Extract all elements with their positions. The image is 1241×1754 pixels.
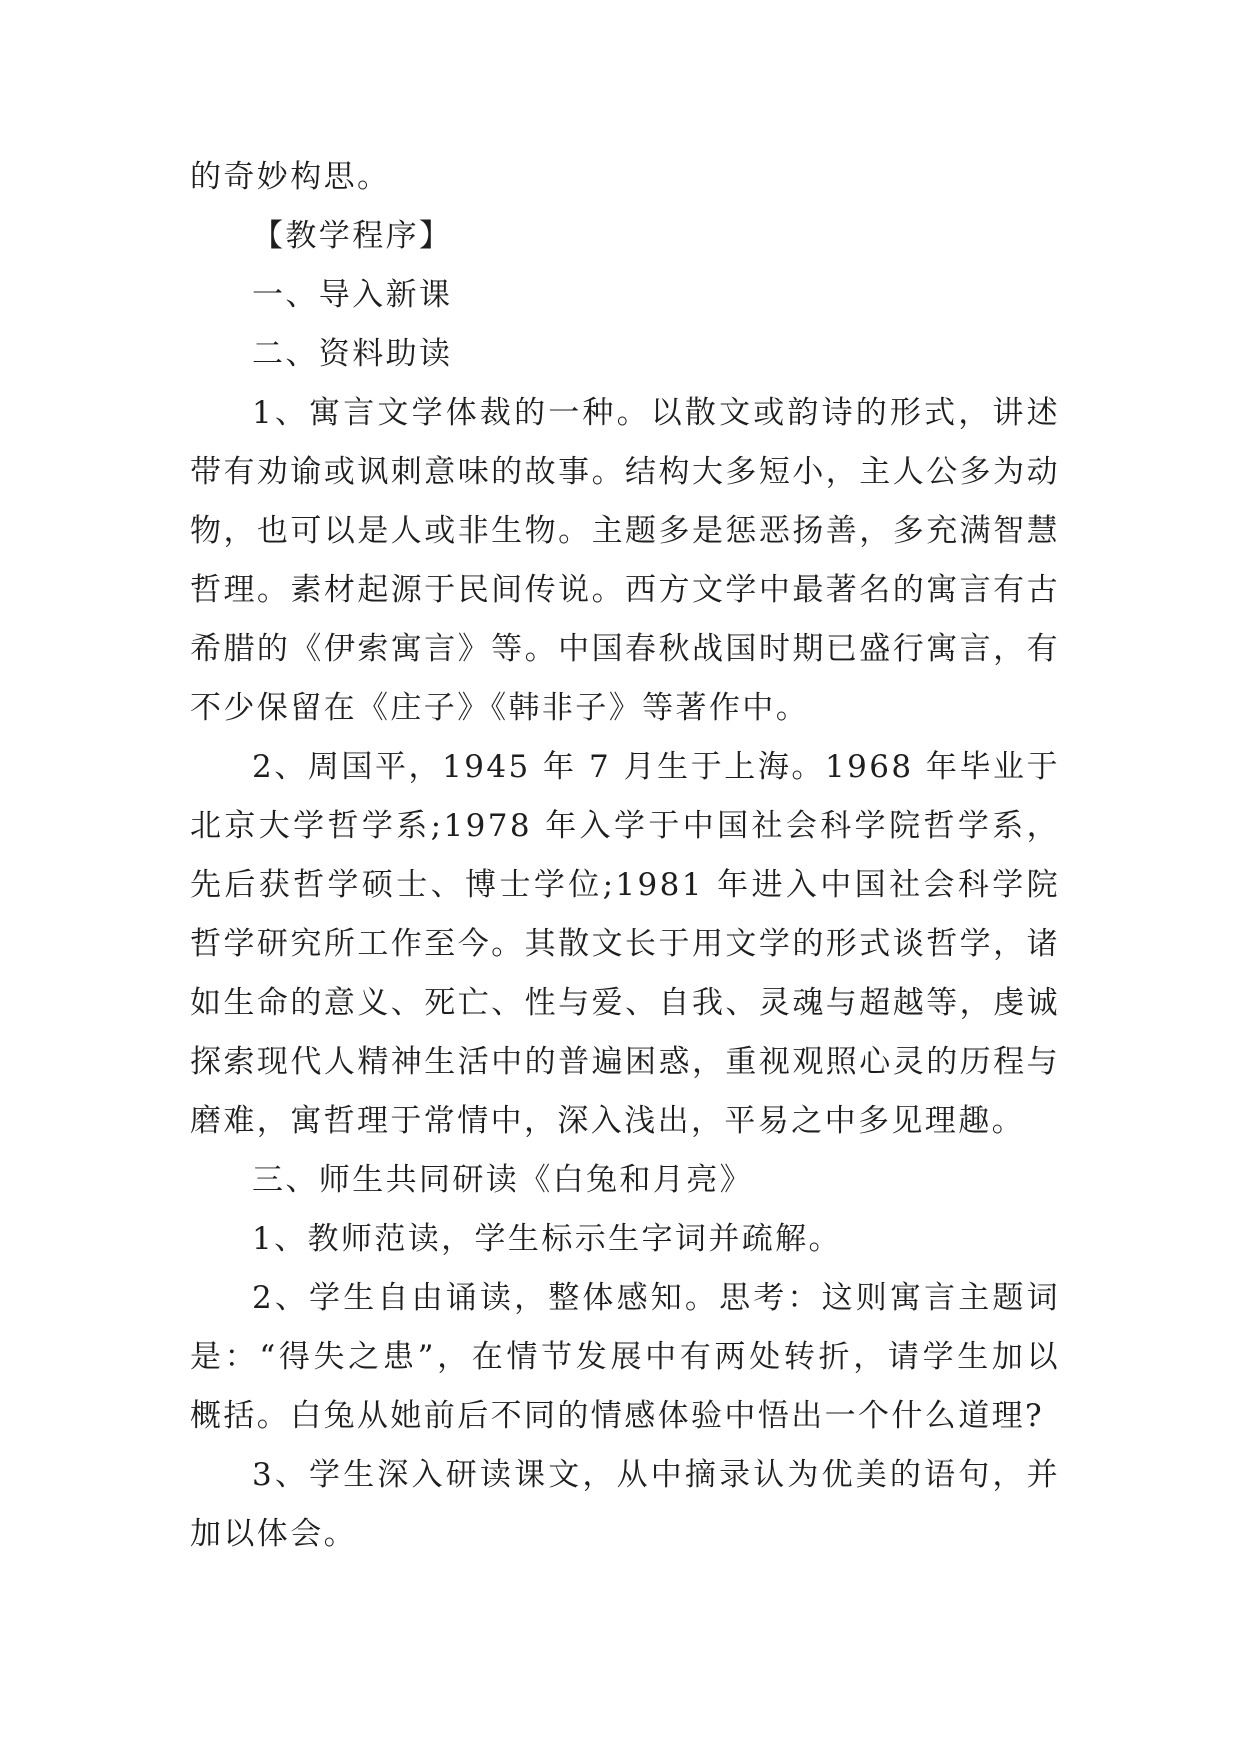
paragraph: 3、学生深入研读课文，从中摘录认为优美的语句，并加以体会。	[190, 1457, 1060, 1552]
section-heading: 【教学程序】	[252, 218, 453, 254]
paragraph: 2、周国平，1945 年 7 月生于上海。1968 年毕业于北京大学哲学系;1978 年入学于中国社会科学院哲学系，先后获哲学硕士、博士学位;1981 年进入中国社会科学院哲学研究所工作至今。其散文长于用文学的形式谈哲学，诸如生命的意义、死亡、性与爱、自我、灵魂与超越等，虔诚探索现代人精神生活中的普遍困惑，重视观照心灵的历程与磨难，寓哲理于常情中，深入浅出，平易之中多见理趣。	[190, 749, 1060, 1139]
section-heading: 二、资料助读	[252, 336, 453, 372]
section-heading: 三、师生共同研读《白兔和月亮》	[252, 1162, 753, 1198]
paragraph: 1、寓言文学体裁的一种。以散文或韵诗的形式，讲述带有劝谕或讽刺意味的故事。结构大多短小，主人公多为动物，也可以是人或非生物。主题多是惩恶扬善，多充满智慧哲理。素材起源于民间传说。西方文学中最著名的寓言有古希腊的《伊索寓言》等。中国春秋战国时期已盛行寓言，有不少保留在《庄子》《韩非子》等著作中。	[190, 395, 1060, 726]
paragraph: 1、教师范读，学生标示生字词并疏解。	[252, 1221, 842, 1257]
document-body	[190, 148, 1060, 1564]
section-heading: 一、导入新课	[252, 277, 453, 313]
paragraph: 的奇妙构思。	[190, 159, 391, 195]
paragraph: 2、学生自由诵读，整体感知。思考：这则寓言主题词是：“得失之患”，在情节发展中有两处转折，请学生加以概括。白兔从她前后不同的情感体验中悟出一个什么道理?	[190, 1280, 1060, 1434]
